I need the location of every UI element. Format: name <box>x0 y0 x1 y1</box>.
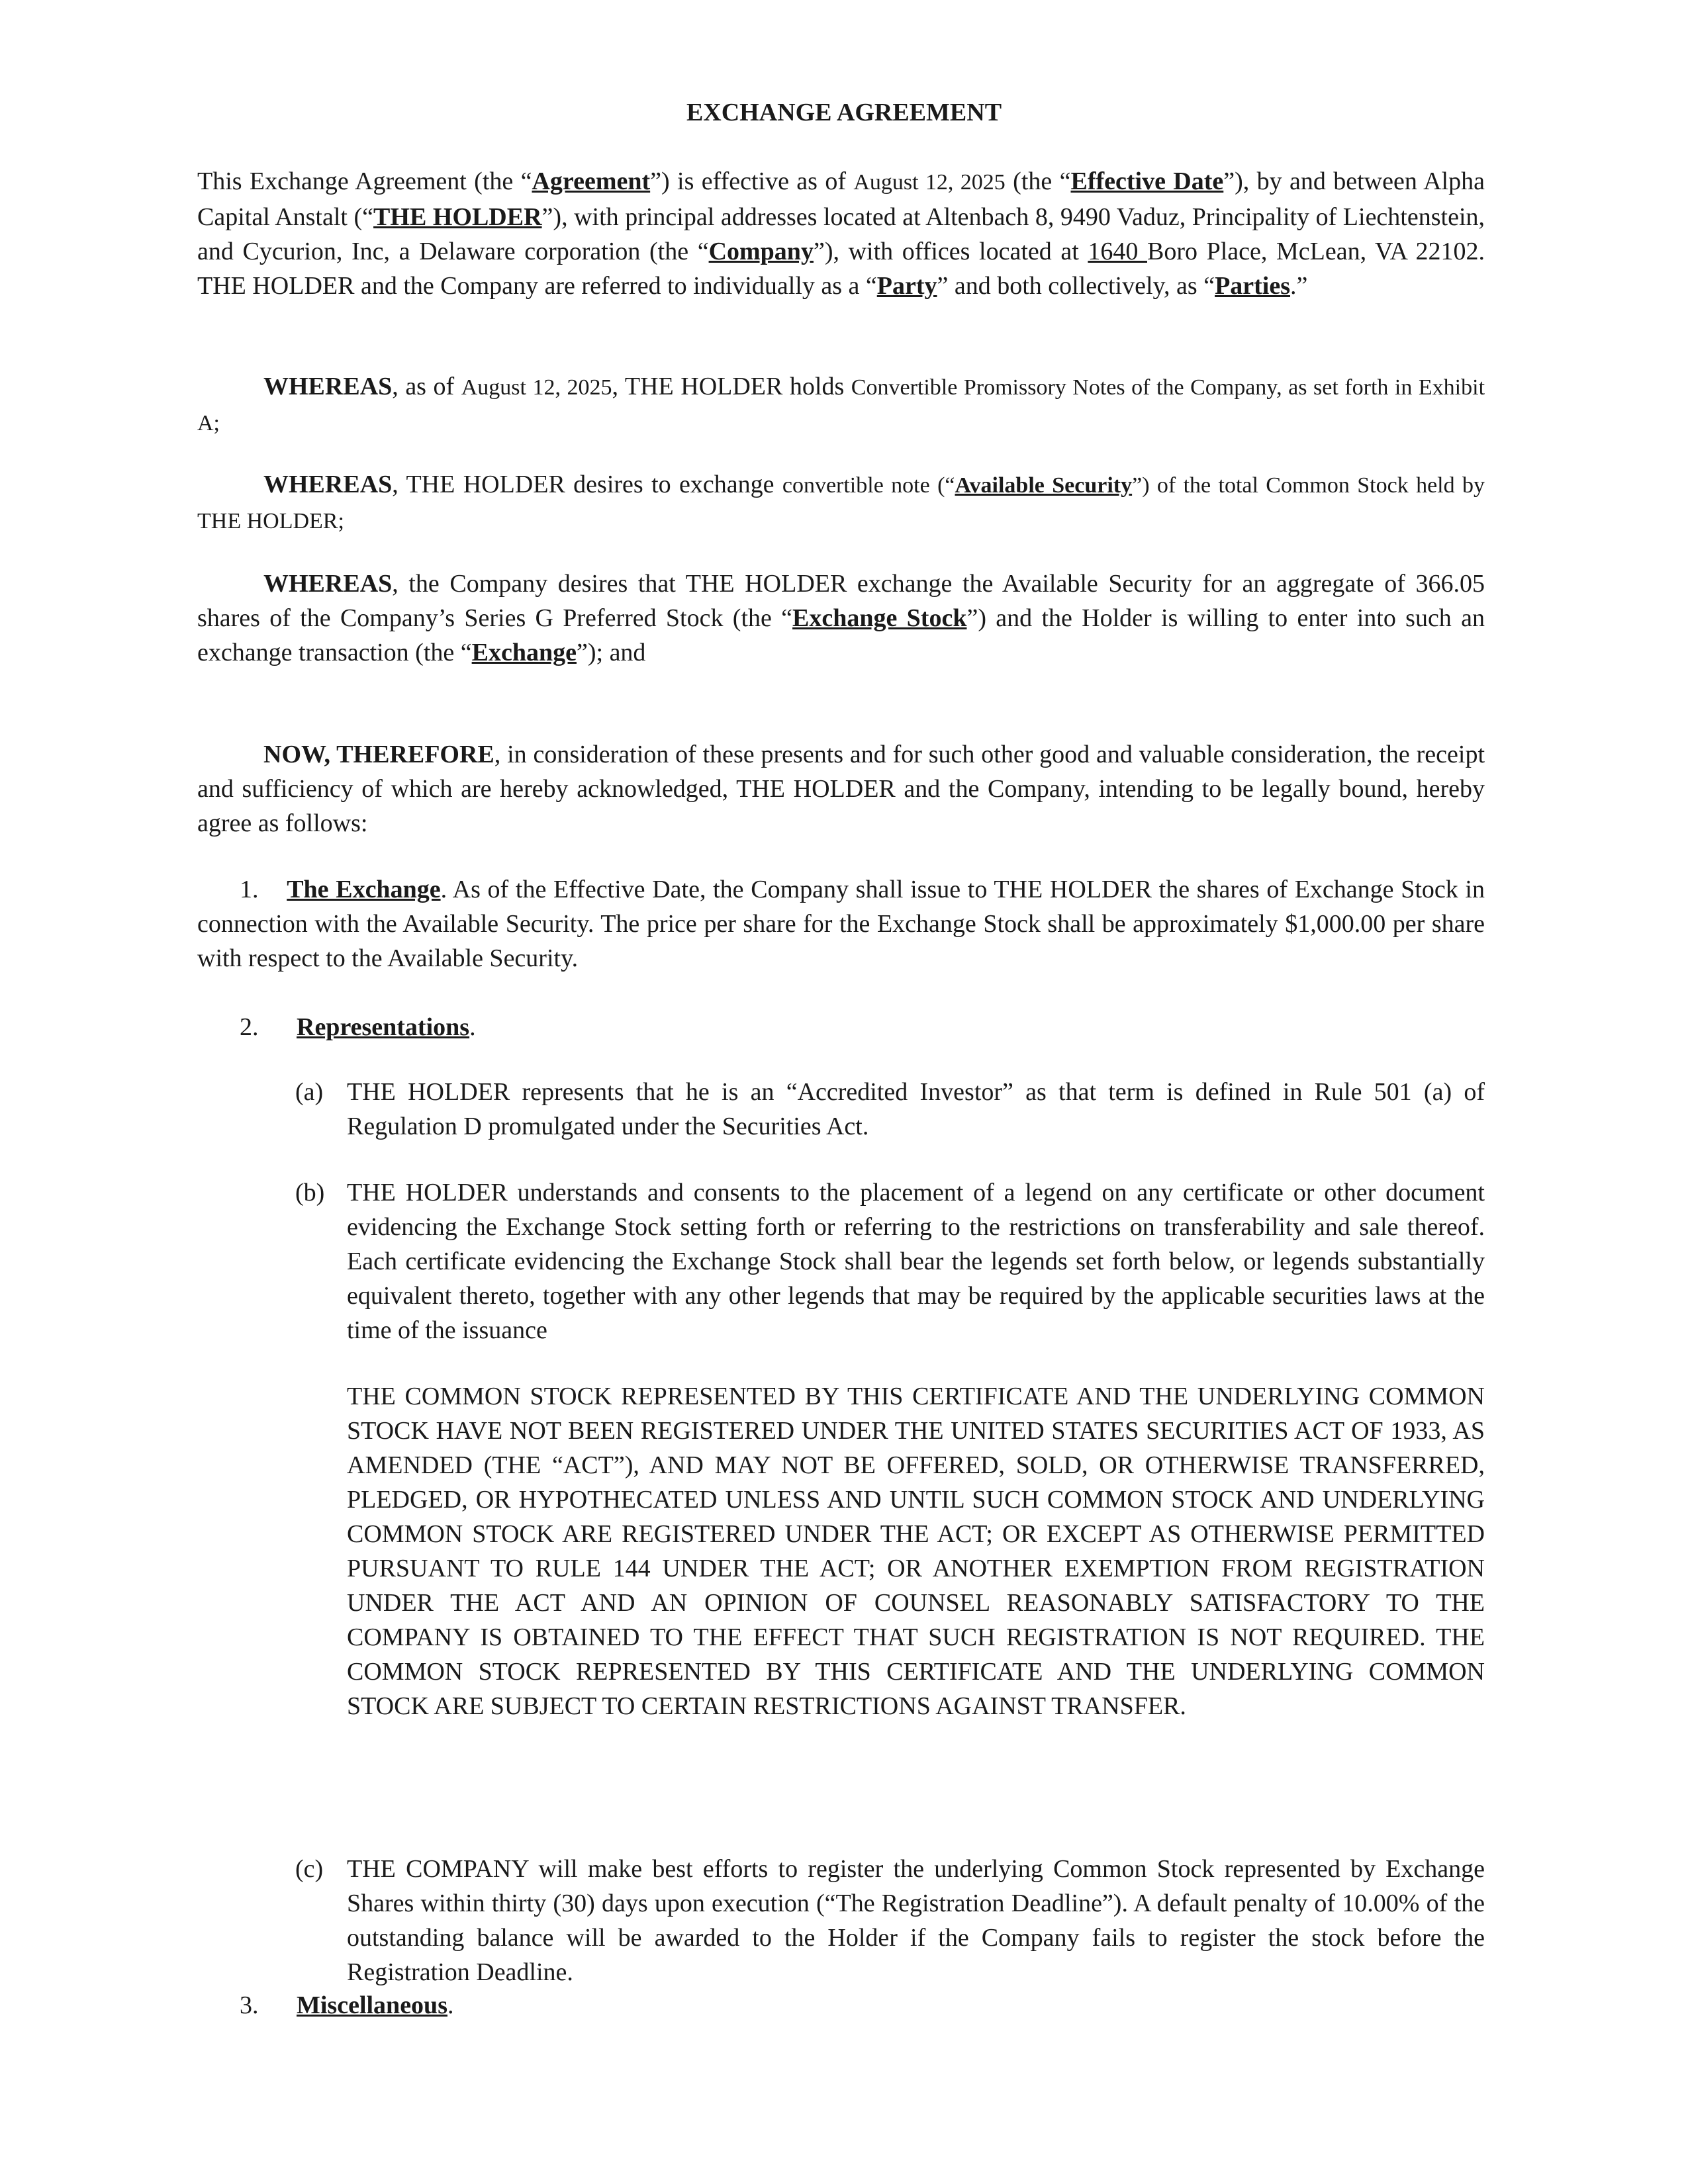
address-number: 1640 <box>1088 238 1147 265</box>
term-holder: THE HOLDER <box>373 203 542 231</box>
section-3-heading: Miscellaneous <box>297 1991 447 2019</box>
term-party: Party <box>876 272 937 300</box>
section-3-heading-wrap: Miscellaneous. <box>297 1991 454 2019</box>
section-2-heading: Representations <box>297 1013 470 1041</box>
whereas-3: WHEREAS, the Company desires that THE HOLDER exchange the Available Security for an aggregate of 366.05 shares of the Company’s Series G Preferred Stock (the “Exchange Stock”) and the Holder is willing to enter into such an exchange transaction (the “Exchange”); and <box>197 570 1485 666</box>
clause-2a-label: (a) <box>295 1078 324 1106</box>
effective-date-value: August 12, 2025 <box>853 170 1006 195</box>
term-effective-date: Effective Date <box>1070 167 1224 195</box>
whereas-2: WHEREAS, THE HOLDER desires to exchange convertible note (“Available Security”) of the total Common Stock held by THE HOLDER; <box>197 471 1485 533</box>
clause-2a-text: THE HOLDER represents that he is an “Accredited Investor” as that term is defined in Rule 501 (a) of Regulation D promulgated under the Securities Act. <box>347 1078 1485 1140</box>
section-1-number: 1. <box>240 876 259 903</box>
document-title: EXCHANGE AGREEMENT <box>686 99 1002 126</box>
section-1: 1. The Exchange. As of the Effective Date, the Company shall issue to THE HOLDER the shares of Exchange Stock in connection with the Available Security. The price per share for the Exchange Stock shall be approximately $1,000.00 per share with respect to the Available Security. <box>197 876 1485 972</box>
restrictive-legend: THE COMMON STOCK REPRESENTED BY THIS CERTIFICATE AND THE UNDERLYING COMMON STOCK HAVE NOT BEEN REGISTERED UNDER THE UNITED STATES SECURITIES ACT OF 1933, AS AMENDED (THE “ACT”), AND MAY NOT BE OFFERED, SOLD, OR OTHERWISE TRANSFERRED, PLEDGED, OR HYPOTHECATED UNLESS AND UNTIL SUCH COMMON STOCK AND UNDERLYING COMMON STOCK ARE REGISTERED UNDER THE ACT; OR EXCEPT AS OTHERWISE PERMITTED PURSUANT TO RULE 144 UNDER THE ACT; OR ANOTHER EXEMPTION FROM REGISTRATION UNDER THE ACT AND AN OPINION OF COUNSEL REASONABLY SATISFACTORY TO THE COMPANY IS OBTAINED TO THE EFFECT THAT SUCH REGISTRATION IS NOT REQUIRED. THE COMMON STOCK REPRESENTED BY THIS CERTIFICATE AND THE UNDERLYING COMMON STOCK ARE SUBJECT TO CERTAIN RESTRICTIONS AGAINST TRANSFER. <box>347 1383 1485 1720</box>
section-1-heading: The Exchange <box>287 876 441 903</box>
now-therefore: NOW, THEREFORE, in consideration of these presents and for such other good and valuable consideration, the receipt and sufficiency of which are hereby acknowledged, THE HOLDER and the Company, intending to be legally bound, hereby agree as follows: <box>197 741 1485 837</box>
term-parties: Parties <box>1215 272 1291 300</box>
term-agreement: Agreement <box>532 167 651 195</box>
section-2-heading-wrap: Representations. <box>297 1013 476 1041</box>
clause-2b-text: THE HOLDER understands and consents to the placement of a legend on any certificate or other document evidencing the Exchange Stock setting forth or referring to the restrictions on transferability and sale thereof. Each certificate evidencing the Exchange Stock shall bear the legends set forth below, or legends substantially equivalent thereto, together with any other legends that may be required by the applicable securities laws at the time of the issuance <box>347 1179 1485 1344</box>
term-available-security: Available Security <box>955 473 1133 498</box>
clause-2c-label: (c) <box>295 1855 324 1883</box>
term-exchange-stock: Exchange Stock <box>792 604 967 632</box>
clause-2c-text: THE COMPANY will make best efforts to register the underlying Common Stock represented by Exchange Shares within thirty (30) days upon execution (“The Registration Deadline”). A default penalty of 10.00% of the outstanding balance will be awarded to the Holder if the Company fails to register the stock before the Registration Deadline. <box>347 1855 1485 1986</box>
intro-paragraph: This Exchange Agreement (the “Agreement”) is effective as of August 12, 2025 (the “Effective Date”), by and between Alpha Capital Anstalt (“THE HOLDER”), with principal addresses located at Altenbach 8, 9490 Vaduz, Principality of Liechtenstein, and Cycurion, Inc, a Delaware corporation (the “Company”), with offices located at 1640 Boro Place, McLean, VA 22102. THE HOLDER and the Company are referred to individually as a “Party” and both collectively, as “Parties.” <box>197 167 1485 300</box>
section-3-number: 3. <box>240 1991 259 2019</box>
section-2-number: 2. <box>240 1013 259 1041</box>
clause-2b-label: (b) <box>295 1179 325 1206</box>
term-company: Company <box>708 238 814 265</box>
term-exchange: Exchange <box>471 639 577 666</box>
whereas-1: WHEREAS, as of August 12, 2025, THE HOLDER holds Convertible Promissory Notes of the Company, as set forth in Exhibit A; <box>197 373 1485 435</box>
